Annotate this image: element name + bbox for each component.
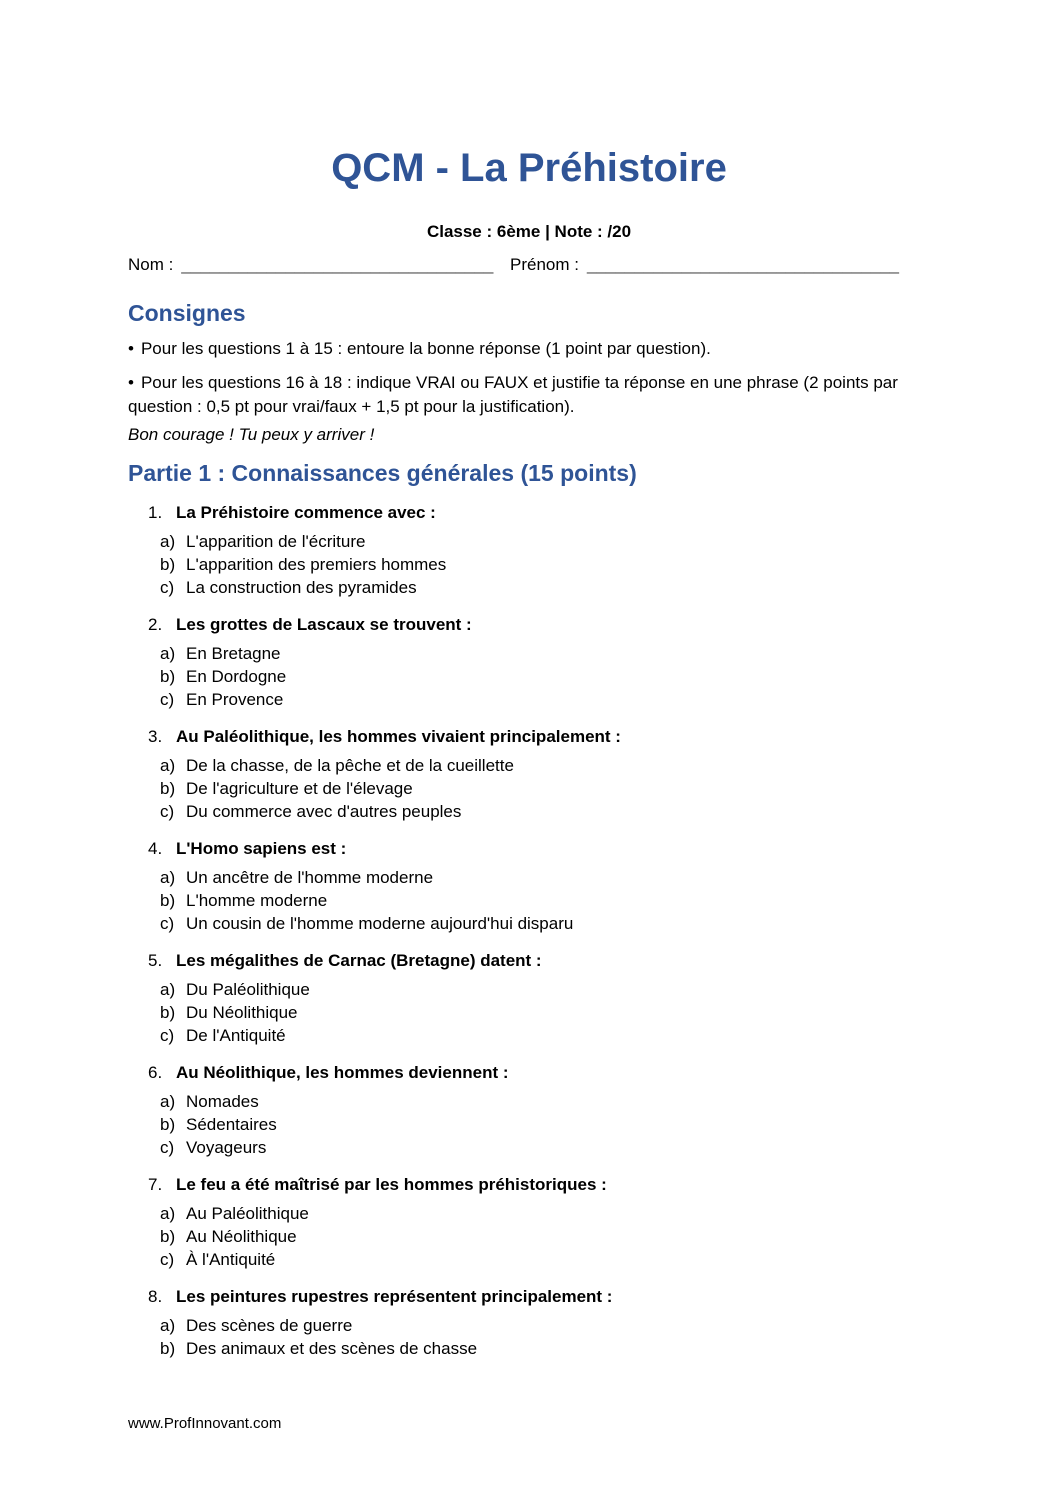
consignes-heading: Consignes: [128, 300, 246, 326]
answer-option: [128, 553, 930, 576]
option-letter: a): [160, 532, 176, 551]
option-letter: a): [160, 1092, 176, 1111]
page-title: QCM - La Préhistoire: [331, 146, 727, 190]
answer-option: [128, 1113, 930, 1136]
option-letter: b): [160, 779, 176, 798]
option-text: L'homme moderne: [186, 891, 328, 910]
option-text: Du commerce avec d'autres peuples: [186, 802, 462, 821]
answer-option: [128, 1001, 930, 1024]
name-row: [128, 253, 930, 277]
option-text: À l'Antiquité: [186, 1250, 276, 1269]
question-number: 2.: [148, 615, 163, 634]
question-head: [128, 1173, 930, 1197]
question-head: [128, 1061, 930, 1085]
option-text: L'apparition de l'écriture: [186, 532, 366, 551]
bullet-icon: •: [128, 339, 134, 358]
consignes-bullets: [128, 337, 930, 419]
consigne-bullet: [128, 337, 930, 361]
option-list: [128, 866, 930, 935]
option-letter: a): [160, 756, 176, 775]
answer-option: [128, 665, 930, 688]
option-text: Au Paléolithique: [186, 1204, 309, 1223]
answer-option: [128, 1225, 930, 1248]
answer-option: [128, 777, 930, 800]
option-list: [128, 1314, 930, 1360]
question-head: [128, 1285, 930, 1309]
question-item: [128, 613, 930, 711]
class-note-line: Classe : 6ème | Note : /20: [426, 222, 632, 241]
answer-option: [128, 1202, 930, 1225]
answer-option: [128, 800, 930, 823]
question-number: 6.: [148, 1063, 163, 1082]
option-letter: c): [160, 1138, 175, 1157]
question-item: [128, 1061, 930, 1159]
question-item: [128, 837, 930, 935]
question-item: [128, 949, 930, 1047]
question-head: [128, 725, 930, 749]
question-text: Les grottes de Lascaux se trouvent :: [176, 615, 472, 634]
option-letter: b): [160, 555, 176, 574]
option-text: Un cousin de l'homme moderne aujourd'hui disparu: [186, 914, 574, 933]
encouragement-note: Bon courage ! Tu peux y arriver !: [128, 425, 375, 444]
question-number: 8.: [148, 1287, 163, 1306]
answer-option: [128, 1024, 930, 1047]
option-letter: c): [160, 1250, 175, 1269]
option-list: [128, 754, 930, 823]
answer-option: [128, 866, 930, 889]
option-list: [128, 1202, 930, 1271]
option-letter: c): [160, 578, 175, 597]
option-text: Un ancêtre de l'homme moderne: [186, 868, 434, 887]
option-letter: b): [160, 1339, 176, 1358]
question-text: Le feu a été maîtrisé par les hommes préhistoriques :: [176, 1175, 607, 1194]
answer-option: [128, 889, 930, 912]
option-letter: a): [160, 1316, 176, 1335]
question-item: [128, 1285, 930, 1360]
option-letter: b): [160, 1003, 176, 1022]
question-number: 4.: [148, 839, 163, 858]
option-text: En Dordogne: [186, 667, 287, 686]
answer-option: [128, 1090, 930, 1113]
consigne-text: Pour les questions 1 à 15 : entoure la bonne réponse (1 point par question).: [140, 339, 711, 358]
option-text: Voyageurs: [186, 1138, 267, 1157]
bullet-icon: •: [128, 373, 134, 392]
option-text: Des animaux et des scènes de chasse: [186, 1339, 478, 1358]
footer-url: www.ProfInnovant.com: [128, 1415, 282, 1432]
question-head: [128, 949, 930, 973]
option-text: Du Néolithique: [186, 1003, 298, 1022]
question-head: [128, 613, 930, 637]
question-number: 7.: [148, 1175, 163, 1194]
option-letter: a): [160, 980, 176, 999]
option-letter: a): [160, 644, 176, 663]
question-number: 1.: [148, 503, 163, 522]
option-letter: a): [160, 868, 176, 887]
option-list: [128, 642, 930, 711]
answer-option: [128, 754, 930, 777]
option-letter: b): [160, 1227, 176, 1246]
answer-option: [128, 642, 930, 665]
option-text: Sédentaires: [186, 1115, 277, 1134]
option-text: La construction des pyramides: [186, 578, 417, 597]
prenom-field: [510, 253, 899, 277]
answer-option: [128, 912, 930, 935]
question-head: [128, 837, 930, 861]
option-letter: b): [160, 1115, 176, 1134]
option-text: L'apparition des premiers hommes: [186, 555, 447, 574]
option-letter: c): [160, 802, 175, 821]
answer-option: [128, 1136, 930, 1159]
option-text: Des scènes de guerre: [186, 1316, 353, 1335]
question-text: Au Paléolithique, les hommes vivaient principalement :: [176, 727, 621, 746]
nom-blank-line: _________________________________: [181, 255, 494, 274]
answer-option: [128, 1248, 930, 1271]
answer-option: [128, 1337, 930, 1360]
option-letter: c): [160, 914, 175, 933]
question-number: 3.: [148, 727, 163, 746]
question-text: Au Néolithique, les hommes deviennent :: [176, 1063, 509, 1082]
option-text: En Provence: [186, 690, 284, 709]
question-item: [128, 725, 930, 823]
option-text: Au Néolithique: [186, 1227, 297, 1246]
question-number: 5.: [148, 951, 163, 970]
option-list: [128, 1090, 930, 1159]
option-text: De l'agriculture et de l'élevage: [186, 779, 413, 798]
prenom-blank-line: _________________________________: [586, 255, 899, 274]
part1-heading: Partie 1 : Connaissances générales (15 points): [128, 460, 637, 486]
answer-option: [128, 978, 930, 1001]
question-item: [128, 501, 930, 599]
question-text: L'Homo sapiens est :: [176, 839, 347, 858]
question-text: Les mégalithes de Carnac (Bretagne) datent :: [176, 951, 542, 970]
option-list: [128, 530, 930, 599]
question-list: [128, 501, 930, 1360]
option-text: Nomades: [186, 1092, 259, 1111]
option-text: En Bretagne: [186, 644, 281, 663]
question-item: [128, 1173, 930, 1271]
answer-option: [128, 530, 930, 553]
option-letter: c): [160, 1026, 175, 1045]
consigne-text: Pour les questions 16 à 18 : indique VRAI ou FAUX et justifie ta réponse en une phrase (2 points par question : 0,5 pt pour vrai/faux + 1,5 pt pour la justification).: [128, 373, 898, 416]
option-text: Du Paléolithique: [186, 980, 310, 999]
option-letter: b): [160, 667, 176, 686]
question-head: [128, 501, 930, 525]
answer-option: [128, 688, 930, 711]
question-text: La Préhistoire commence avec :: [176, 503, 436, 522]
answer-option: [128, 1314, 930, 1337]
answer-option: [128, 576, 930, 599]
option-letter: c): [160, 690, 175, 709]
option-letter: b): [160, 891, 176, 910]
option-letter: a): [160, 1204, 176, 1223]
option-text: De la chasse, de la pêche et de la cueillette: [186, 756, 514, 775]
option-text: De l'Antiquité: [186, 1026, 286, 1045]
nom-label: Nom :: [128, 255, 174, 274]
question-text: Les peintures rupestres représentent principalement :: [176, 1287, 613, 1306]
consigne-bullet: [128, 371, 930, 419]
option-list: [128, 978, 930, 1047]
prenom-label: Prénom :: [510, 255, 579, 274]
nom-field: [128, 253, 510, 277]
